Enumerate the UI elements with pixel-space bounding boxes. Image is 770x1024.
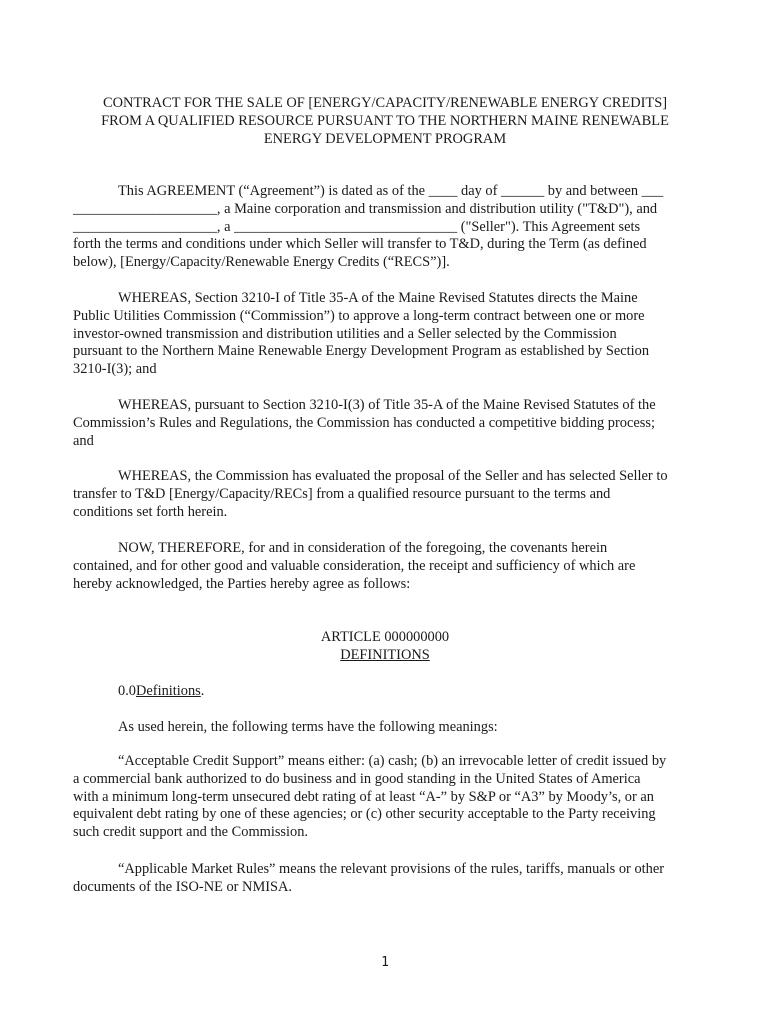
- text-line: conditions set forth herein.: [73, 503, 228, 520]
- section-number: 0.0: [118, 683, 136, 699]
- text-line: equivalent debt rating by one of these agencies; or (c) other security acceptable to the Party receiving: [73, 806, 656, 823]
- text-line: forth the terms and conditions under which Seller will transfer to T&D, during the Term (as defined: [73, 236, 647, 253]
- text-line: ____________________, a _______________________________ ("Seller"). This Agreement sets: [73, 218, 641, 235]
- page-number: 1: [381, 955, 389, 970]
- text-line: with a minimum long-term unsecured debt rating of at least “A-” by S&P or “A3” by Moody’s, or an: [73, 788, 654, 805]
- document-title: [73, 95, 697, 148]
- definition-acceptable-credit-support: [73, 753, 697, 842]
- section-title: Definitions: [136, 683, 201, 699]
- text-line: and: [73, 432, 94, 449]
- text-line: contained, and for other good and valuable consideration, the receipt and sufficiency of which are: [73, 557, 636, 574]
- text-line: “Applicable Market Rules” means the relevant provisions of the rules, tariffs, manuals or other: [118, 861, 665, 877]
- text-line: ____________________, a Maine corporation and transmission and distribution utility ("T&D"), and: [73, 200, 658, 217]
- text-line: WHEREAS, pursuant to Section 3210-I(3) of Title 35-A of the Maine Revised Statutes of the: [118, 397, 656, 413]
- now-therefore-paragraph: [73, 540, 697, 593]
- intro-paragraph: [73, 183, 697, 272]
- text-line: “Acceptable Credit Support” means either: (a) cash; (b) an irrevocable letter of credit issued by: [118, 753, 667, 769]
- article-title: DEFINITIONS: [340, 646, 430, 663]
- definition-applicable-market-rules: [73, 861, 697, 897]
- article-heading: [73, 629, 697, 665]
- text-line: Public Utilities Commission (“Commission”) to approve a long-term contract between one or more: [73, 307, 645, 324]
- whereas-paragraph-1: [73, 290, 697, 379]
- as-used-text: As used herein, the following terms have the following meanings:: [118, 719, 498, 735]
- text-line: documents of the ISO-NE or NMISA.: [73, 878, 293, 895]
- text-line: hereby acknowledged, the Parties hereby agree as follows:: [73, 575, 411, 592]
- text-line: WHEREAS, Section 3210-I of Title 35-A of the Maine Revised Statutes directs the Maine: [118, 290, 638, 306]
- text-line: such credit support and the Commission.: [73, 824, 309, 841]
- text-line: pursuant to the Northern Maine Renewable Energy Development Program as established by Section: [73, 343, 650, 360]
- whereas-paragraph-3: [73, 468, 697, 521]
- section-title-suffix: .: [200, 683, 205, 699]
- text-line: WHEREAS, the Commission has evaluated the proposal of the Seller and has selected Seller to: [118, 468, 668, 484]
- title-line: FROM A QUALIFIED RESOURCE PURSUANT TO THE NORTHERN MAINE RENEWABLE: [101, 112, 669, 129]
- text-line: 3210-I(3); and: [73, 361, 157, 378]
- whereas-paragraph-2: [73, 397, 697, 450]
- text-line: transfer to T&D [Energy/Capacity/RECs] from a qualified resource pursuant to the terms and: [73, 485, 611, 502]
- title-line: ENERGY DEVELOPMENT PROGRAM: [263, 130, 507, 147]
- title-line: CONTRACT FOR THE SALE OF [ENERGY/CAPACITY/RENEWABLE ENERGY CREDITS]: [102, 95, 668, 111]
- text-line: This AGREEMENT (“Agreement”) is dated as of the ____ day of ______ by and between ___: [118, 183, 664, 199]
- article-number: ARTICLE 000000000: [320, 629, 450, 645]
- text-line: investor-owned transmission and distribution utilities and a Seller selected by the Commission: [73, 325, 617, 342]
- text-line: below), [Energy/Capacity/Renewable Energy Credits (“RECS”)].: [73, 254, 450, 271]
- text-line: Commission’s Rules and Regulations, the Commission has conducted a competitive bidding process;: [73, 414, 655, 431]
- text-line: a commercial bank authorized to do business and in good standing in the United States of America: [73, 770, 641, 787]
- section-heading: [118, 683, 678, 701]
- text-line: NOW, THEREFORE, for and in consideration of the foregoing, the covenants herein: [118, 540, 608, 556]
